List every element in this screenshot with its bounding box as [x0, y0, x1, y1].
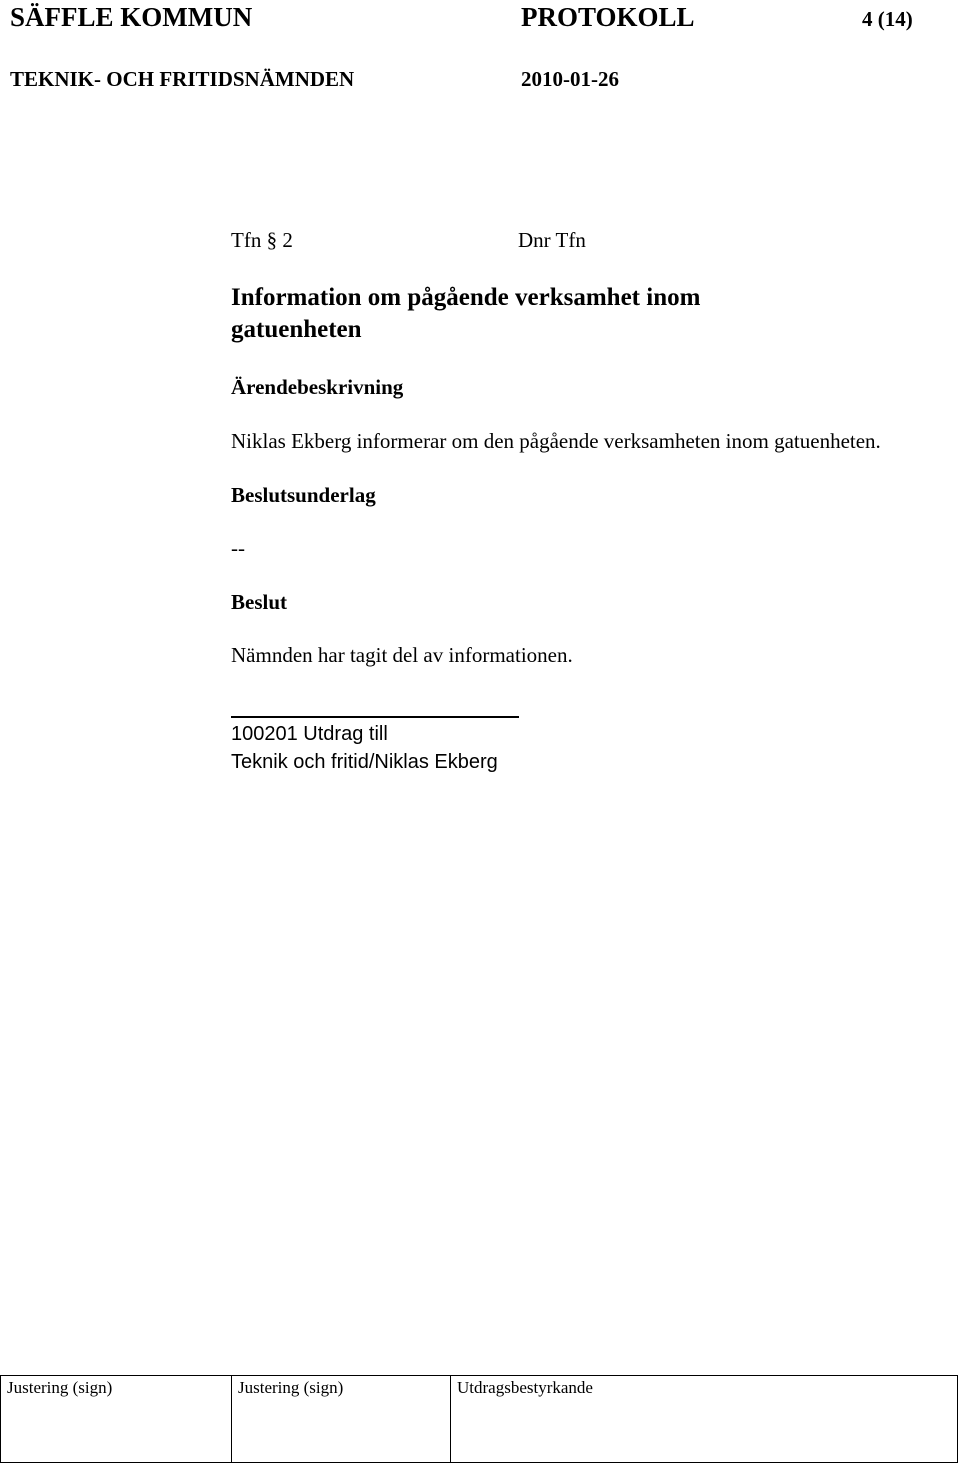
item-title: Information om pågående verksamhet inom gatuenheten	[231, 284, 701, 343]
board-name: TEKNIK- OCH FRITIDSNÄMNDEN	[10, 67, 355, 91]
signature-table	[0, 1375, 958, 1463]
signature-cell-justering-1	[1, 1376, 232, 1462]
section-heading-arendebeskrivning: Ärendebeskrivning	[231, 375, 404, 399]
meeting-date: 2010-01-26	[521, 67, 619, 91]
paragraph-number: Tfn § 2	[231, 228, 293, 252]
extract-date-line: 100201 Utdrag till	[231, 723, 388, 745]
section-text-arendebeskrivning: Niklas Ekberg informerar om den pågående verksamheten inom gatuenheten.	[231, 429, 881, 453]
section-heading-beslutsunderlag: Beslutsunderlag	[231, 483, 376, 507]
section-text-beslut: Nämnden har tagit del av informationen.	[231, 643, 573, 667]
signature-cell-utdragsbestyrkande	[451, 1376, 957, 1462]
diary-number: Dnr Tfn	[518, 228, 586, 252]
extract-recipient-line: Teknik och fritid/Niklas Ekberg	[231, 751, 498, 773]
signature-label: Utdragsbestyrkande	[457, 1378, 593, 1397]
extract-divider	[231, 716, 519, 718]
organization-name: SÄFFLE KOMMUN	[10, 2, 253, 32]
signature-label: Justering (sign)	[238, 1378, 344, 1397]
section-text-beslutsunderlag: --	[231, 536, 245, 560]
page-number: 4 (14)	[862, 7, 913, 31]
signature-label: Justering (sign)	[7, 1378, 113, 1397]
document-type: PROTOKOLL	[521, 2, 695, 32]
signature-cell-justering-2	[232, 1376, 451, 1462]
section-heading-beslut: Beslut	[231, 590, 288, 614]
